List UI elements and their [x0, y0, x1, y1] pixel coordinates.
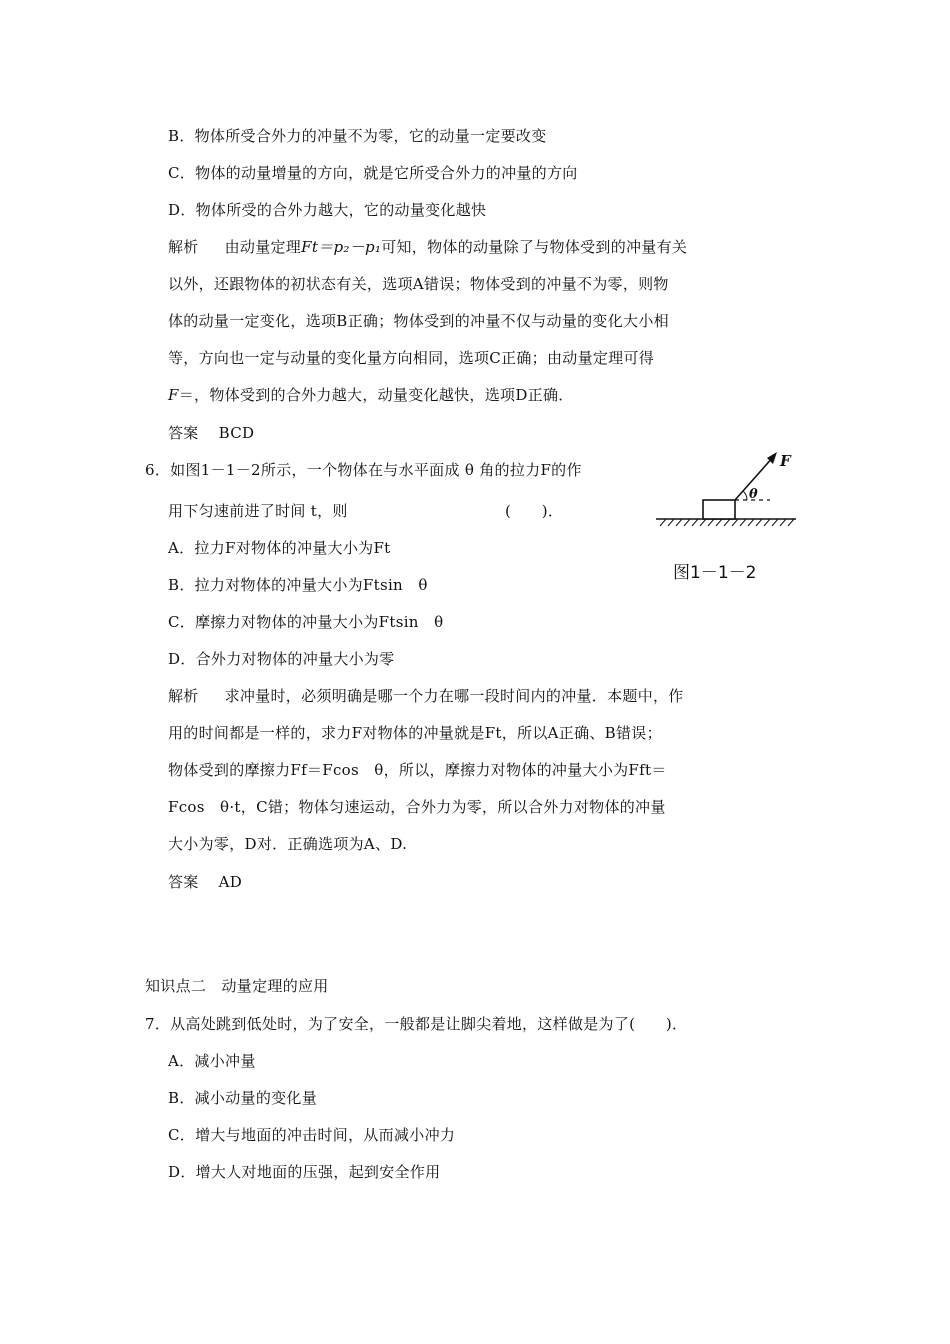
- q5-analysis-line-5: [168, 385, 574, 405]
- q6-analysis-line-4: Fcos θ·t，C错；物体匀速运动，合外力为零，所以合外力对物体的冲量: [168, 798, 666, 816]
- q7-option-b: B．减小动量的变化量: [168, 1089, 318, 1107]
- q6-analysis-line-5: 大小为零，D对．正确选项为A、D.: [168, 835, 408, 853]
- q5-option-d: D．物体所受的合外力越大，它的动量变化越快: [168, 201, 487, 219]
- q6-answer-label: 答案: [168, 873, 199, 891]
- q6-analysis-line-1: [168, 686, 684, 706]
- q5-answer-label: 答案: [168, 424, 199, 442]
- force-label: F: [780, 452, 791, 470]
- q5-analysis-line-1: [168, 237, 687, 257]
- q7-option-c: C．增大与地面的冲击时间，从而减小冲力: [168, 1126, 456, 1144]
- q6-answer-value: AD: [218, 873, 243, 891]
- section-title: 知识点二 动量定理的应用: [145, 977, 329, 995]
- q6-option-a: A．拉力F对物体的冲量大小为Ft: [168, 539, 391, 557]
- q6-answer: [168, 872, 242, 892]
- q5-analysis-text: 由动量定理: [224, 238, 302, 256]
- q5-analysis-label: 解析: [168, 238, 199, 256]
- q5-answer-value: BCD: [218, 424, 255, 442]
- q6-stem-line-1: 6．如图1－1－2所示，一个物体在与水平面成 θ 角的拉力F的作: [145, 461, 582, 479]
- block: [703, 500, 735, 519]
- q5-answer: [168, 423, 254, 443]
- q6-stem-line-2: 用下匀速前进了时间 t，则: [168, 502, 348, 520]
- q6-option-c: C．摩擦力对物体的冲量大小为Ftsin θ: [168, 613, 444, 631]
- q5-analysis-line-3: 体的动量一定变化，选项B正确；物体受到的冲量不仅与动量的变化大小相: [168, 312, 669, 330]
- q6-option-d: D．合外力对物体的冲量大小为零: [168, 650, 395, 668]
- q5-analysis-line-4: 等，方向也一定与动量的变化量方向相同，选项C正确；由动量定理可得: [168, 349, 655, 367]
- q6-analysis-line-3: 物体受到的摩擦力Ff＝Fcos θ，所以，摩擦力对物体的冲量大小为Fft＝: [168, 761, 667, 779]
- q5-option-b: B．物体所受合外力的冲量不为零，它的动量一定要改变: [168, 127, 547, 145]
- q5-analysis-line-2: 以外，还跟物体的初状态有关，选项A错误；物体受到的冲量不为零，则物: [168, 275, 669, 293]
- q6-analysis-text: 求冲量时，必须明确是哪一个力在哪一段时间内的冲量．本题中，作: [224, 687, 684, 705]
- q5-analysis-text-cont: 可知，物体的动量除了与物体受到的冲量有关: [381, 238, 688, 256]
- q6-option-b: B．拉力对物体的冲量大小为Ftsin θ: [168, 576, 428, 594]
- figure-caption: 图1－1－2: [673, 563, 757, 583]
- q6-answer-bracket: ( )．: [505, 502, 564, 520]
- q7-option-d: D．增大人对地面的压强，起到安全作用: [168, 1163, 441, 1181]
- q7-option-a: A．减小冲量: [168, 1052, 256, 1070]
- q7-stem: 7．从高处跳到低处时，为了安全，一般都是让脚尖着地，这样做是为了( )．: [145, 1015, 688, 1033]
- q5-force-symbol: F: [168, 386, 179, 404]
- q6-analysis-line-2: 用的时间都是一样的，求力F对物体的冲量就是Ft，所以A正确、B错误；: [168, 724, 662, 742]
- q5-analysis-line-5-text: ＝，物体受到的合外力越大，动量变化越快，选项D正确．: [178, 386, 574, 404]
- angle-arc: [743, 491, 747, 500]
- ground-hatching: [660, 519, 794, 526]
- angle-label: θ: [749, 487, 758, 502]
- q5-option-c: C．物体的动量增量的方向，就是它所受合外力的冲量的方向: [168, 164, 578, 182]
- q6-analysis-label: 解析: [168, 687, 199, 705]
- q5-formula: Ft＝p₂－p₁: [301, 238, 382, 256]
